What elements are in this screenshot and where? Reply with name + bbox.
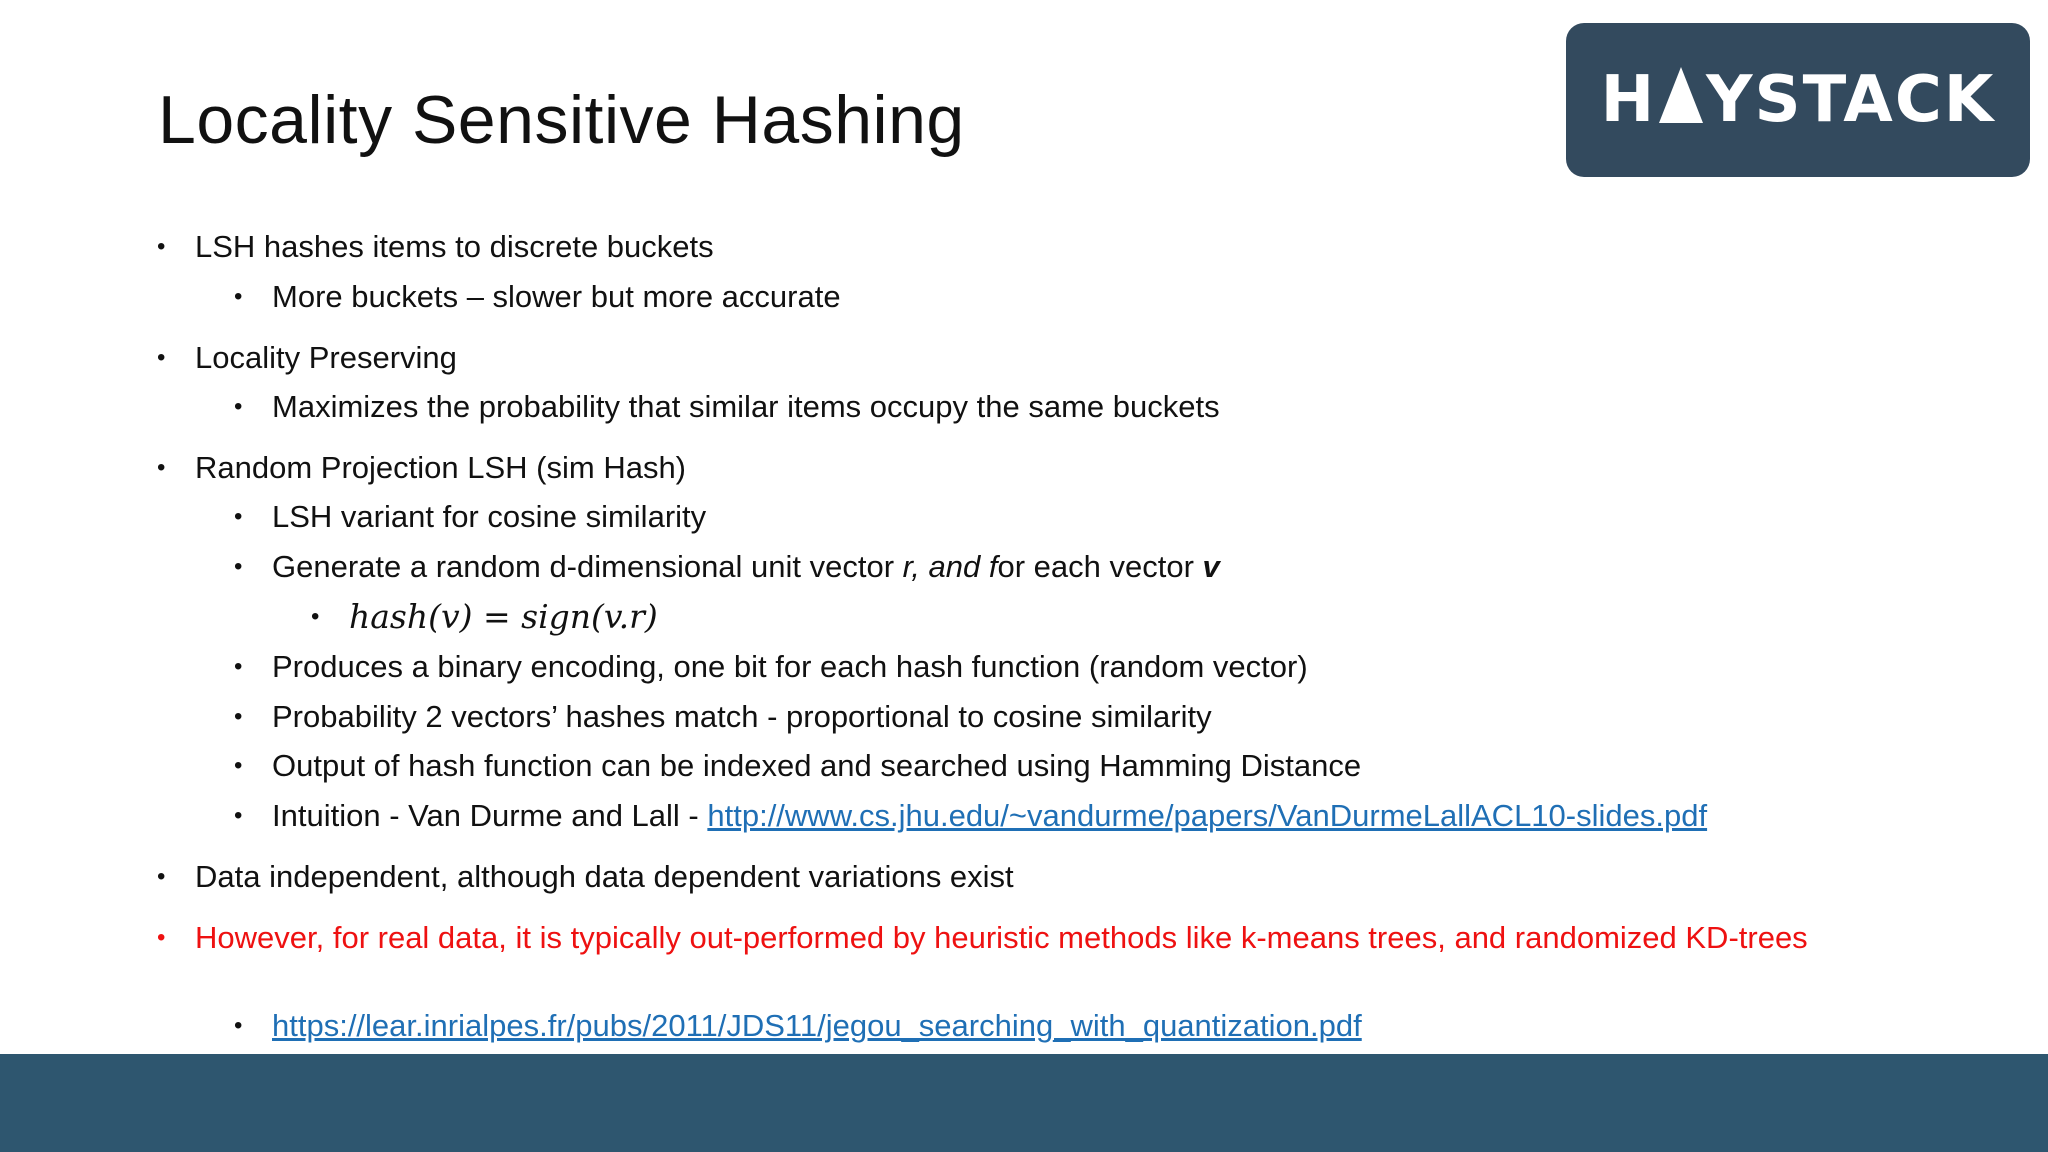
bullet-text: Maximizes the probability that similar items occupy the same buckets: [272, 389, 1220, 424]
list-item: [234, 647, 1308, 687]
bullet-text: Random Projection LSH (sim Hash): [195, 450, 687, 485]
bullet-dot: •: [234, 283, 243, 310]
bullet-dot: •: [157, 344, 166, 371]
bullet-dot: •: [234, 752, 243, 779]
list-item-warning: [157, 918, 1875, 958]
bullet-dot: •: [234, 553, 243, 580]
list-item: [234, 697, 1212, 737]
bullet-text-warning: However, for real data, it is typically out-performed by heuristic methods like k-means trees, and randomized KD-trees: [195, 920, 1808, 955]
bullet-dot: •: [157, 454, 166, 481]
list-item: [234, 497, 707, 537]
bullet-dot: •: [234, 503, 243, 530]
list-item: [234, 387, 1220, 427]
bullet-text: Probability 2 vectors’ hashes match - proportional to cosine similarity: [272, 699, 1212, 734]
bullet-text: Produces a binary encoding, one bit for each hash function (random vector): [272, 649, 1308, 684]
bullet-text: LSH variant for cosine similarity: [272, 499, 707, 534]
list-item: [234, 746, 1362, 786]
bullet-dot: •: [234, 653, 243, 680]
bullet-dot: •: [234, 1012, 243, 1039]
slide-title: Locality Sensitive Hashing: [158, 82, 965, 158]
bullet-text: Locality Preserving: [195, 340, 457, 375]
list-item: [157, 857, 1014, 897]
bullet-dot: •: [157, 924, 166, 951]
bullet-text: Output of hash function can be indexed and searched using Hamming Distance: [272, 748, 1362, 783]
list-item: [311, 597, 658, 638]
list-item: [234, 1006, 1362, 1046]
list-item: [157, 448, 687, 488]
bullet-text: Data independent, although data dependent variations exist: [195, 859, 1014, 894]
hash-formula: hash(v) = sign(v.r): [349, 597, 658, 636]
list-item: [234, 796, 1708, 836]
bullet-text-italic: r, and f: [902, 549, 998, 584]
bullet-text: More buckets – slower but more accurate: [272, 279, 841, 314]
vector-variable: v: [1202, 549, 1220, 584]
bullet-dot: •: [234, 393, 243, 420]
footer-bar: [0, 1054, 2048, 1152]
jegou-paper-link[interactable]: https://lear.inrialpes.fr/pubs/2011/JDS11/jegou_searching_with_quantization.pdf: [272, 1008, 1362, 1043]
bullet-text-pre: Generate a random d-dimensional unit vector: [272, 549, 903, 584]
list-item: [157, 227, 714, 267]
bullet-dot: •: [311, 603, 320, 630]
list-item: [234, 277, 841, 317]
bullet-text-post: or each vector: [997, 549, 1203, 584]
vandurme-slides-link[interactable]: http://www.cs.jhu.edu/~vandurme/papers/VanDurmeLallACL10-slides.pdf: [707, 798, 1708, 833]
list-item: [157, 338, 457, 378]
bullet-text: Intuition - Van Durme and Lall -: [272, 798, 708, 833]
bullet-dot: •: [157, 863, 166, 890]
logo-text-right: YSTACK: [1706, 63, 1996, 137]
bullet-text: LSH hashes items to discrete buckets: [195, 229, 714, 264]
logo-text-left: H: [1600, 63, 1657, 137]
bullet-dot: •: [234, 703, 243, 730]
bullet-dot: •: [157, 233, 166, 260]
list-item: [234, 547, 1220, 587]
bullet-dot: •: [234, 802, 243, 829]
